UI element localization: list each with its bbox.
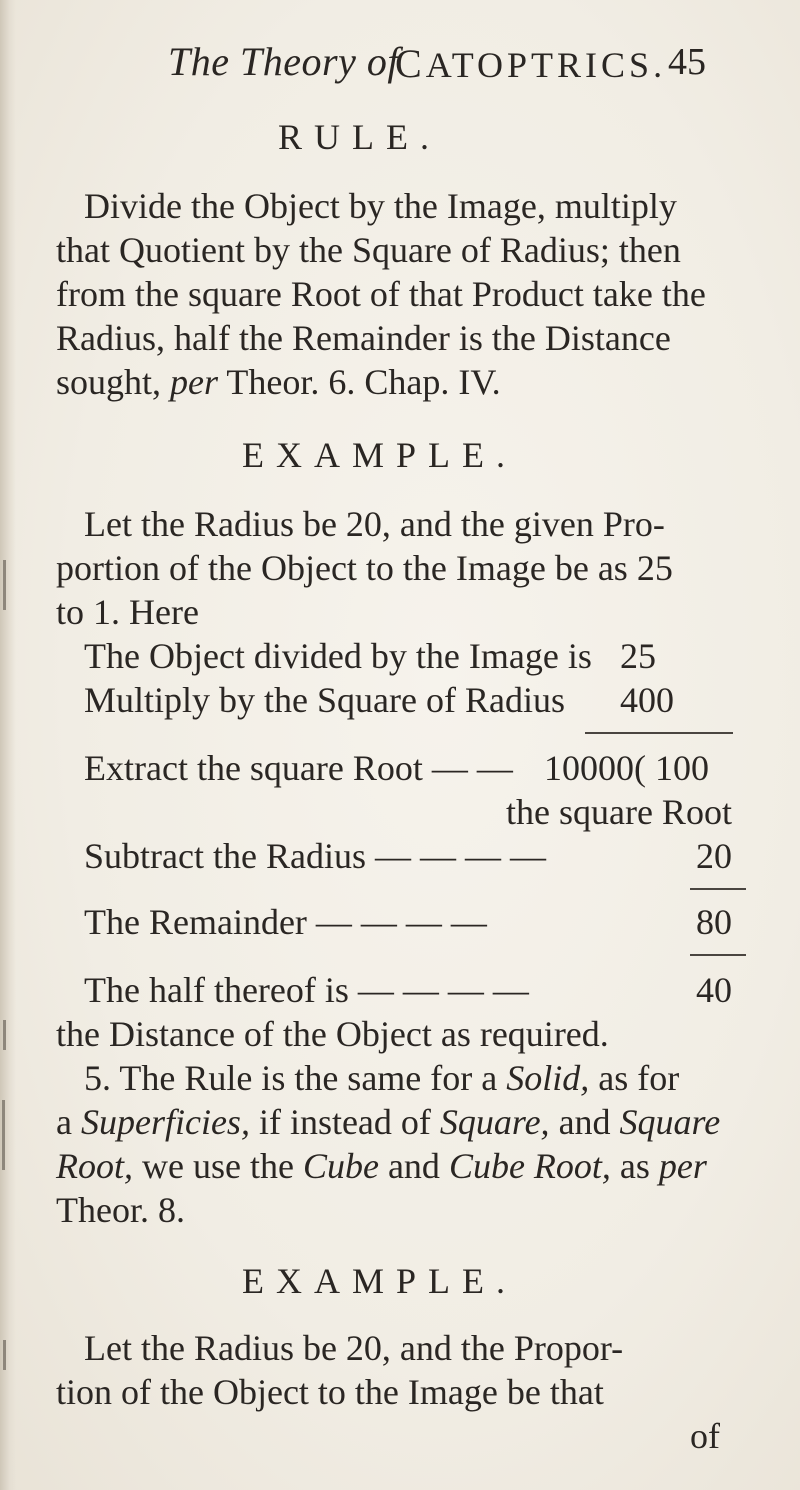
note-5-line-2-italic-3: Square: [619, 1102, 721, 1142]
running-title-caps-initial: C: [395, 41, 426, 86]
rule-line-4: Radius, half the Remainder is the Distance: [56, 318, 671, 358]
running-title-caps-rest: ATOPTRICS.: [425, 45, 667, 85]
note-5-line-2-italic-1: Superficies,: [80, 1102, 250, 1142]
rule-line-2: that Quotient by the Square of Radius; then: [56, 230, 681, 270]
note-5-line-3: [56, 1146, 707, 1186]
calc-row-2-value: 400: [620, 680, 674, 720]
note-5-line-2: [56, 1102, 720, 1142]
calc-row-3-sub: the square Root: [506, 792, 732, 832]
note-5-line-3-italic-1: Root,: [56, 1146, 133, 1186]
example-1-conclusion: the Distance of the Object as required.: [56, 1014, 609, 1054]
calc-row-4-value: 20: [696, 836, 732, 876]
calc-row-1-label: The Object divided by the Image is: [84, 636, 592, 676]
calc-row-3-value: 10000( 100: [544, 748, 709, 788]
calc-row-6-value: 40: [696, 970, 732, 1010]
note-5-line-3-italic-2: Cube: [302, 1146, 379, 1186]
note-5-line-2-start: a: [56, 1102, 72, 1142]
example-2-line-2: tion of the Object to the Image be that: [56, 1372, 604, 1412]
example-1-line-2: portion of the Object to the Image be as 25: [56, 548, 673, 588]
running-header: [0, 38, 800, 98]
rule-line-1: Divide the Object by the Image, multiply: [84, 186, 677, 226]
calc-row-6-label: The half thereof is — — — —: [84, 970, 529, 1010]
note-5-line-3-italic-4: per: [658, 1146, 707, 1186]
rule-line-5-end: Theor. 6. Chap. IV.: [226, 362, 501, 402]
note-5-line-1-start: 5. The Rule is the same for a: [84, 1058, 498, 1098]
calc-rule-1: [585, 732, 733, 734]
rule-line-5-start: sought,: [56, 362, 162, 402]
note-5-line-2-and: and: [558, 1102, 611, 1142]
example-1-line-3: to 1. Here: [56, 592, 199, 632]
calc-rule-3: [690, 954, 746, 956]
calc-row-2-label: Multiply by the Square of Radius: [84, 680, 565, 720]
note-5-line-4: Theor. 8.: [56, 1190, 185, 1230]
running-title-italic: The Theory of: [168, 39, 399, 84]
note-5-line-3-as: as: [619, 1146, 650, 1186]
calc-row-5-label: The Remainder — — — —: [84, 902, 487, 942]
calc-row-1-value: 25: [620, 636, 656, 676]
running-title-caps: [395, 40, 666, 87]
calc-rule-2: [690, 888, 746, 890]
rule-line-5: [56, 362, 501, 402]
margin-mark-3: [2, 1100, 5, 1170]
note-5-line-1-italic: Solid,: [506, 1058, 590, 1098]
note-5-line-2-mid: if instead of: [258, 1102, 431, 1142]
calc-row-5-value: 80: [696, 902, 732, 942]
page-number: 45: [668, 41, 706, 83]
note-5-line-1-end: as for: [598, 1058, 680, 1098]
catchword: of: [690, 1416, 720, 1456]
rule-line-3: from the square Root of that Product take the: [56, 274, 706, 314]
margin-mark-1: [3, 560, 6, 610]
rule-line-5-italic: per: [170, 362, 219, 402]
note-5-line-3-and: and: [387, 1146, 440, 1186]
example-2-heading: EXAMPLE.: [242, 1261, 517, 1301]
rule-heading: RULE.: [278, 117, 441, 157]
note-5-line-3-italic-3: Cube Root,: [448, 1146, 611, 1186]
calc-row-4-label: Subtract the Radius — — — —: [84, 836, 546, 876]
note-5-line-1: [84, 1058, 679, 1098]
note-5-line-2-italic-2: Square,: [439, 1102, 550, 1142]
example-1-heading: EXAMPLE.: [242, 435, 517, 475]
calc-row-3-label: Extract the square Root — —: [84, 748, 513, 788]
margin-mark-2: [3, 1020, 6, 1050]
example-2-line-1: Let the Radius be 20, and the Propor-: [84, 1328, 624, 1368]
note-5-line-3-mid: we use the: [142, 1146, 294, 1186]
example-1-line-1: Let the Radius be 20, and the given Pro-: [84, 504, 665, 544]
margin-mark-4: [3, 1340, 6, 1370]
